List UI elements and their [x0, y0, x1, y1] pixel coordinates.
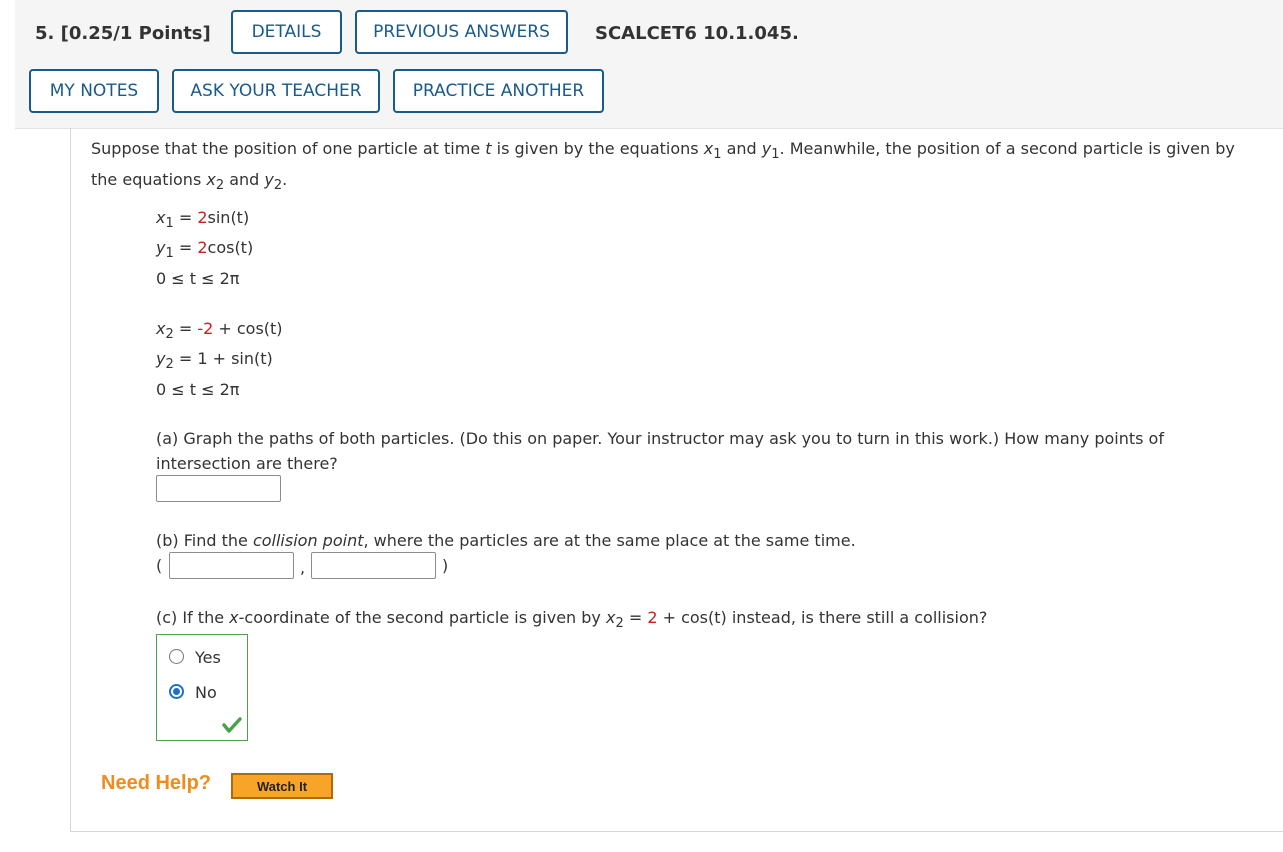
intro-line-2: the equations $x_2$ and $y_2$. [91, 170, 288, 193]
need-help-label: Need Help? [101, 772, 212, 794]
option-yes-label[interactable]: Yes [195, 648, 221, 667]
option-no-label[interactable]: No [195, 683, 217, 702]
correct-check-icon [222, 716, 242, 734]
intro-line-1: Suppose that the position of one particle at time t is given by the equations $x_1$ and $y_1$. Meanwhile, the position of a second particle is given by [91, 139, 1235, 162]
radio-no[interactable] [169, 684, 184, 699]
practice-another-button[interactable]: PRACTICE ANOTHER [393, 69, 604, 113]
collision-y-input[interactable] [311, 552, 436, 579]
part-c-text: (c) If the x-coordinate of the second particle is given by $x_2 = 2 + \cos(t)$ instead, is there still a collision? [156, 608, 988, 631]
close-paren: ) [442, 556, 449, 575]
open-paren: ( [156, 556, 163, 575]
ask-your-teacher-button[interactable]: ASK YOUR TEACHER [172, 69, 380, 113]
intersection-count-input[interactable] [156, 475, 281, 502]
radio-yes[interactable] [169, 649, 184, 664]
previous-answers-button[interactable]: PREVIOUS ANSWERS [355, 10, 568, 54]
question-number-points: 5. [0.25/1 Points] [35, 23, 211, 44]
question-body [70, 128, 1283, 832]
equation-y1: $y_1 = 2\cos(t)$ [156, 238, 254, 261]
collision-choice-group [156, 634, 248, 741]
watch-it-button[interactable]: Watch It [231, 773, 333, 799]
question-header [15, 0, 1283, 129]
equation-y2: $y_2 = 1 + \sin(t)$ [156, 349, 273, 372]
part-a-text-line-2: intersection are there? [156, 454, 338, 473]
details-button[interactable]: DETAILS [231, 10, 342, 54]
comma-separator: , [300, 558, 306, 577]
equation-x1: $x_1 = 2\sin(t)$ [156, 208, 250, 231]
equation-x2: $x_2 = -2 + \cos(t)$ [156, 319, 283, 342]
question-reference: SCALCET6 10.1.045. [595, 23, 799, 44]
part-a-text-line-1: (a) Graph the paths of both particles. (Do this on paper. Your instructor may ask you to turn in this work.) How many points of [156, 429, 1164, 448]
range-1: 0 ≤ t ≤ 2π [156, 269, 240, 288]
collision-x-input[interactable] [169, 552, 294, 579]
range-2: 0 ≤ t ≤ 2π [156, 380, 240, 399]
my-notes-button[interactable]: MY NOTES [29, 69, 159, 113]
part-b-text: (b) Find the collision point, where the particles are at the same place at the same time. [156, 531, 856, 550]
